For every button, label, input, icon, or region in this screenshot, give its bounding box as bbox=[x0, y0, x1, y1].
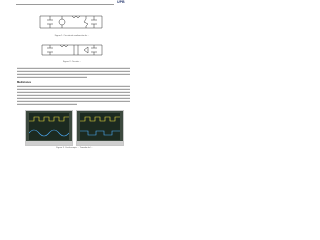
header-rule bbox=[16, 4, 114, 5]
oscilloscope-screen bbox=[80, 113, 120, 140]
paragraph-2-lines bbox=[17, 85, 130, 107]
oscilloscope-screen bbox=[29, 113, 69, 140]
figure-caption-1: Figura 1. Circuito de realización de ... bbox=[54, 34, 90, 37]
oscilloscope-photo-left bbox=[25, 110, 73, 146]
university-logo: UPB bbox=[117, 0, 125, 4]
figure-caption-3: Figura 3. Osciloscopio ... Tomado del ... bbox=[56, 147, 93, 149]
oscilloscope-menu-bar bbox=[77, 141, 123, 145]
section-title: Mediciones bbox=[17, 81, 32, 84]
oscilloscope-photo-right bbox=[76, 110, 124, 146]
waveform-traces bbox=[80, 113, 120, 140]
paragraph-1-lines bbox=[17, 67, 130, 81]
circuit-diagram-1 bbox=[36, 10, 108, 34]
figure-caption-2: Figura 2. Circuito ... bbox=[62, 60, 82, 63]
waveform-traces bbox=[29, 113, 69, 140]
oscilloscope-menu-bar bbox=[26, 141, 72, 145]
circuit-diagram-2 bbox=[40, 40, 104, 60]
